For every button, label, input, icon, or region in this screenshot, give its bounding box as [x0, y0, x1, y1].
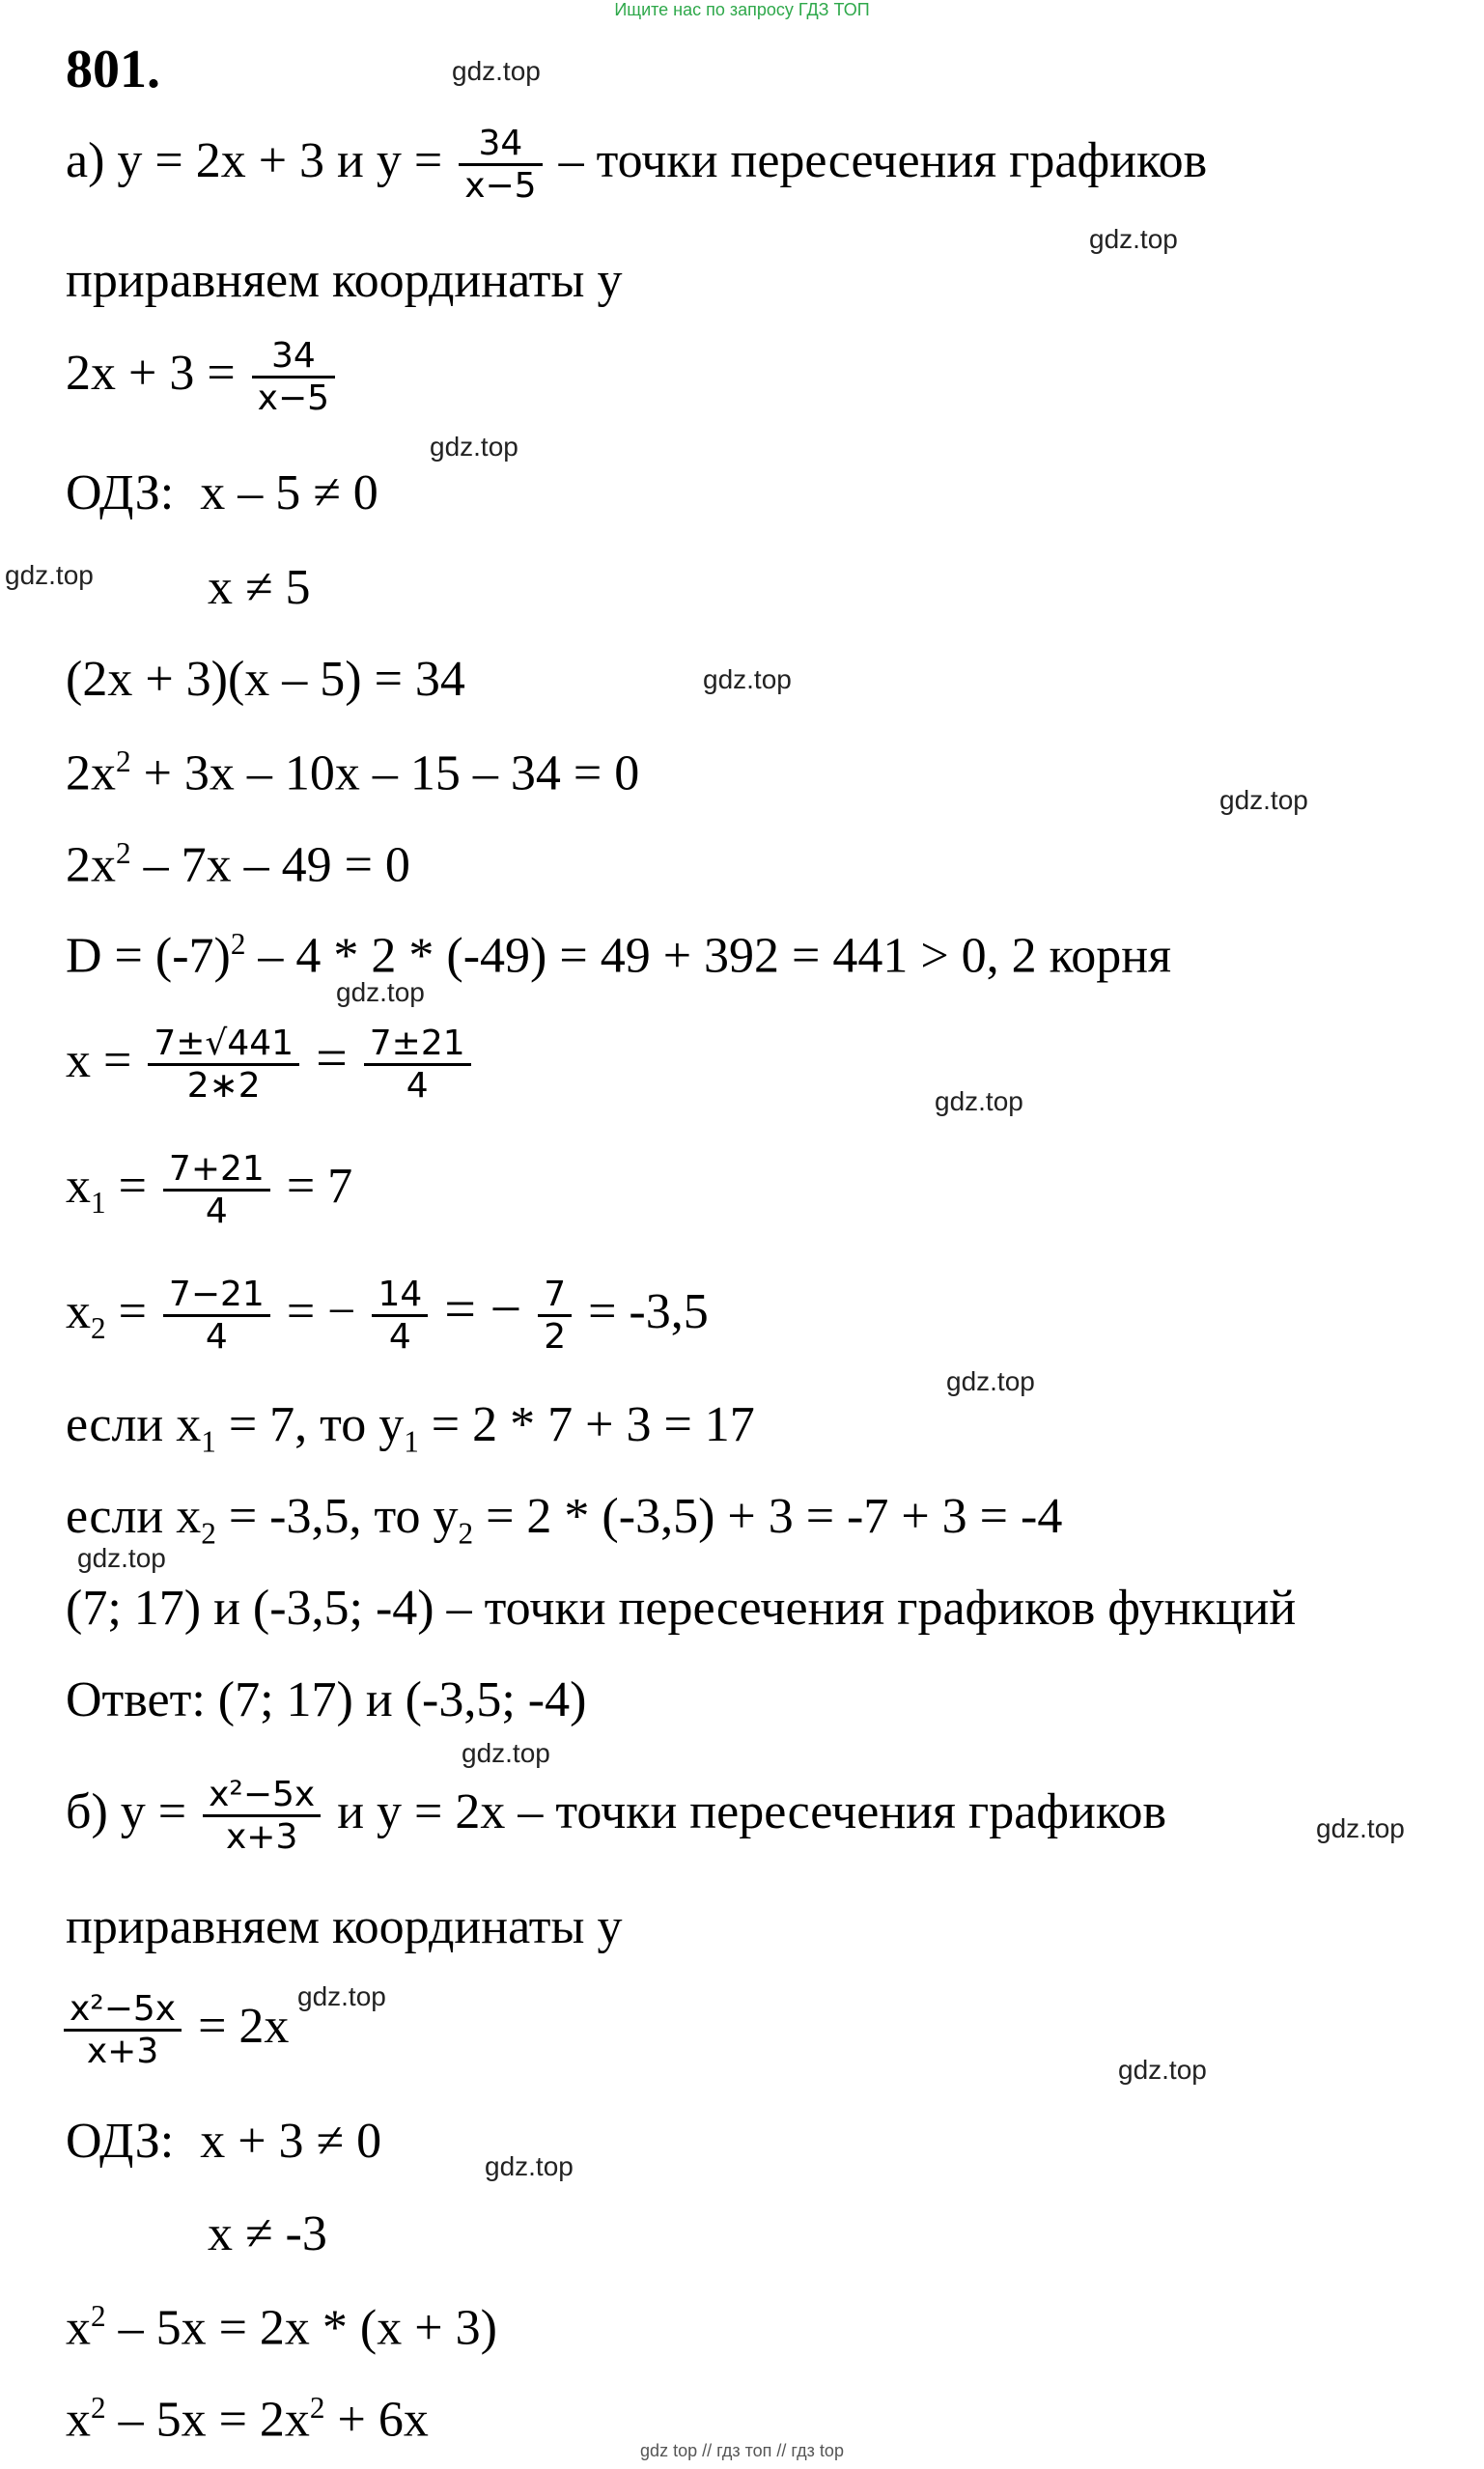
- part-b-intro-suffix: и y = 2x – точки пересечения графиков: [337, 1783, 1167, 1839]
- subscript: 1: [201, 1424, 216, 1459]
- part-a-line-4: [66, 746, 639, 799]
- equation-fraction: [252, 336, 335, 419]
- term: 2x: [66, 837, 116, 893]
- part-b-intro-prefix: б) y =: [66, 1783, 187, 1839]
- part-b-line-1: [66, 2299, 497, 2356]
- term-rest: – 7x – 49 = 0: [130, 837, 410, 893]
- part-a-line-3: (2x + 3)(x – 5) = 34: [66, 652, 465, 707]
- part-a-odz-1: [66, 465, 378, 520]
- odz-condition: x – 5 ≠ 0: [200, 465, 378, 520]
- term: 2x: [66, 745, 116, 801]
- exponent: 2: [230, 927, 246, 961]
- root-2-result: = -3,5: [588, 1283, 709, 1339]
- fraction-denominator: 2: [544, 1317, 567, 1358]
- part-a-intro: [66, 124, 1207, 207]
- subscript: 2: [458, 1516, 474, 1551]
- part-a-y2: [66, 1489, 1063, 1551]
- fraction-numerator: x²−5x: [64, 1989, 182, 2032]
- term-rest: + 6x: [324, 2392, 429, 2448]
- fraction-denominator: 4: [205, 1317, 228, 1358]
- watermark: gdz.top: [462, 1738, 550, 1768]
- equals-sign: =: [105, 1283, 147, 1339]
- root-2-fraction-2: [372, 1275, 428, 1358]
- equals-sign: =: [316, 1025, 348, 1089]
- part-a-roots-formula: [66, 1024, 475, 1107]
- top-search-note: Ищите нас по запросу ГДЗ ТОП: [614, 0, 870, 19]
- term: – 5x = 2x: [105, 2392, 310, 2448]
- odz-label: ОДЗ:: [66, 2114, 175, 2169]
- term: D = (-7): [66, 928, 231, 984]
- watermark: gdz.top: [430, 432, 518, 462]
- footer-note: gdz top // гдз топ // гдз top: [640, 2441, 844, 2460]
- minus-sign: = −: [444, 1277, 522, 1340]
- fraction-numerator: 7+21: [163, 1149, 270, 1192]
- fraction-denominator: 4: [406, 1066, 429, 1107]
- fraction-numerator: 7: [538, 1275, 572, 1317]
- term-rest: – 5x = 2x * (x + 3): [105, 2300, 497, 2356]
- watermark: gdz.top: [297, 1981, 386, 2011]
- part-a-equate: приравняем координаты y: [66, 253, 623, 308]
- watermark: gdz.top: [946, 1366, 1035, 1396]
- fraction-denominator: x−5: [464, 166, 537, 207]
- exponent: 2: [91, 2299, 106, 2333]
- part-a-answer: Ответ: (7; 17) и (-3,5; -4): [66, 1672, 587, 1727]
- part-a-intro-suffix: – точки пересечения графиков: [558, 132, 1208, 188]
- root-1-fraction: [163, 1149, 270, 1232]
- fraction-denominator: x+3: [225, 1817, 298, 1858]
- watermark: gdz.top: [1316, 1813, 1405, 1843]
- variable: x: [66, 1158, 91, 1214]
- watermark: gdz.top: [452, 56, 541, 86]
- fraction-numerator: x²−5x: [203, 1775, 321, 1817]
- text: = 2 * (-3,5) + 3 = -7 + 3 = -4: [473, 1489, 1063, 1544]
- term: x: [66, 2300, 91, 2356]
- root-1-result: = 7: [286, 1158, 353, 1214]
- part-b-odz-2: x ≠ -3: [208, 2206, 327, 2261]
- fraction-denominator: 4: [388, 1317, 411, 1358]
- part-a-y1: [66, 1397, 755, 1459]
- part-a-discriminant: [66, 927, 1172, 984]
- variable: x: [66, 1283, 91, 1339]
- watermark: gdz.top: [1219, 785, 1308, 815]
- subscript: 2: [201, 1516, 216, 1551]
- fraction-numerator: 7−21: [163, 1275, 270, 1317]
- text: = 7, то y: [215, 1397, 405, 1452]
- root-2-fraction-3: [538, 1275, 572, 1358]
- part-a-root-2: [66, 1275, 709, 1358]
- part-a-points: (7; 17) и (-3,5; -4) – точки пересечения графиков функций: [66, 1581, 1297, 1636]
- exponent: 2: [116, 744, 131, 778]
- fraction-denominator: x+3: [86, 2032, 159, 2072]
- part-b-equation: [60, 1989, 289, 2072]
- minus-sign: = −: [286, 1283, 356, 1339]
- part-a-intro-prefix: а) y = 2x + 3 и y =: [66, 132, 443, 188]
- fraction-denominator: 2∗2: [186, 1066, 261, 1107]
- fraction-numerator: 7±√441: [148, 1024, 299, 1066]
- exponent: 2: [116, 836, 131, 870]
- part-a-line-5: [66, 836, 410, 893]
- part-b-line-2: [66, 2391, 429, 2448]
- part-b-intro: [66, 1775, 1166, 1858]
- watermark: gdz.top: [1089, 224, 1178, 254]
- part-b-intro-fraction: [203, 1775, 321, 1858]
- fraction-denominator: 4: [205, 1192, 228, 1232]
- part-a-intro-fraction: [459, 124, 542, 207]
- text: = 2 * 7 + 3 = 17: [418, 1397, 755, 1452]
- part-b-equate: приравняем координаты y: [66, 1899, 623, 1954]
- part-a-root-1: [66, 1149, 352, 1232]
- fraction-numerator: 7±21: [364, 1024, 471, 1066]
- task-number: 801.: [66, 40, 160, 99]
- equation-left: 2x + 3 =: [66, 345, 236, 401]
- watermark: gdz.top: [77, 1543, 166, 1573]
- fraction-denominator: x−5: [257, 379, 330, 419]
- text: если x: [66, 1397, 202, 1452]
- root-2-fraction-1: [163, 1275, 270, 1358]
- exponent: 2: [309, 2391, 325, 2425]
- roots-fraction-1: [148, 1024, 299, 1107]
- watermark: gdz.top: [1118, 2055, 1207, 2085]
- watermark: gdz.top: [5, 560, 94, 590]
- odz-label: ОДЗ:: [66, 465, 175, 520]
- text: = -3,5, то y: [215, 1489, 459, 1544]
- part-b-odz-1: [66, 2114, 382, 2169]
- term: x: [66, 2392, 91, 2448]
- fraction-numerator: 34: [459, 124, 542, 166]
- subscript: 2: [91, 1311, 106, 1346]
- term-rest: + 3x – 10x – 15 – 34 = 0: [130, 745, 640, 801]
- text: если x: [66, 1489, 202, 1544]
- subscript: 1: [91, 1186, 106, 1220]
- watermark: gdz.top: [703, 664, 792, 694]
- odz-condition: x + 3 ≠ 0: [200, 2114, 382, 2169]
- roots-prefix: x =: [66, 1032, 132, 1088]
- equation-right: = 2x: [198, 1998, 290, 2054]
- subscript: 1: [404, 1424, 419, 1459]
- equals-sign: =: [105, 1158, 147, 1214]
- part-a-equation-1: [66, 336, 339, 419]
- watermark: gdz.top: [485, 2151, 574, 2181]
- part-a-odz-2: x ≠ 5: [208, 560, 311, 615]
- watermark: gdz.top: [336, 977, 425, 1007]
- watermark: gdz.top: [935, 1086, 1023, 1116]
- term-rest: – 4 * 2 * (-49) = 49 + 392 = 441 > 0, 2 корня: [245, 928, 1172, 984]
- fraction-numerator: 34: [252, 336, 335, 379]
- exponent: 2: [91, 2391, 106, 2425]
- part-b-eq-fraction: [64, 1989, 182, 2072]
- fraction-numerator: 14: [372, 1275, 428, 1317]
- roots-fraction-2: [364, 1024, 471, 1107]
